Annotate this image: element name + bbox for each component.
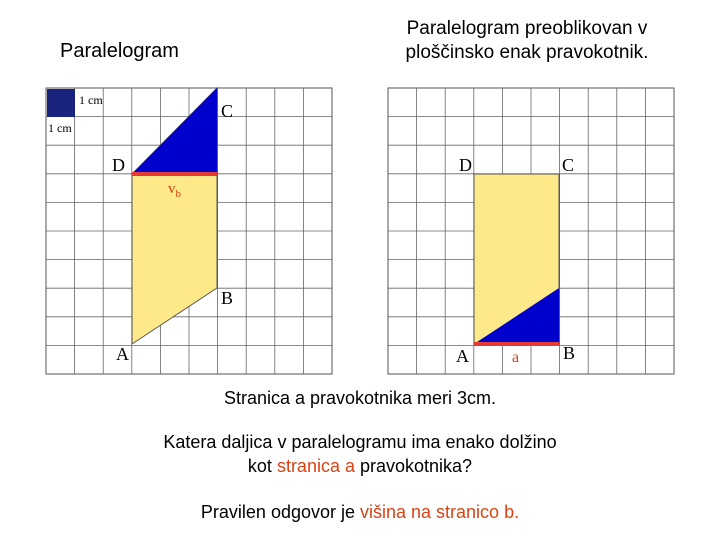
unit-label-horizontal: 1 cm xyxy=(79,93,103,107)
vertex-label-c-left: C xyxy=(221,101,234,121)
height-label-vb: $v_b$ xyxy=(168,181,181,200)
title-right-line1: Paralelogram preoblikovan v xyxy=(406,18,648,39)
vertex-label-a-right: A xyxy=(456,346,469,366)
title-right-line2: ploščinsko enak pravokotnik. xyxy=(405,42,649,63)
vertex-label-b-right: B xyxy=(563,343,576,363)
vertex-label-c-right: C xyxy=(562,155,575,175)
vertex-label-a-left: A xyxy=(116,344,129,364)
side-label-a: a xyxy=(512,349,520,366)
question-line2-highlight: stranica a xyxy=(276,456,355,476)
question xyxy=(110,430,610,478)
statement-side-a: Stranica a pravokotnika meri 3cm. xyxy=(223,388,497,408)
unit-square xyxy=(47,89,75,117)
vertex-label-d-right: D xyxy=(459,155,472,175)
title-paralelogram: Paralelogram xyxy=(60,40,179,62)
unit-label-vertical: 1 cm xyxy=(48,121,72,135)
answer-highlight: višina na stranico b. xyxy=(360,502,520,522)
answer xyxy=(110,502,610,523)
question-line2-prefix: kot xyxy=(247,456,277,476)
vertex-label-d-left: D xyxy=(112,155,125,175)
vertex-label-b-left: B xyxy=(221,288,234,308)
answer-prefix: Pravilen odgovor je xyxy=(200,502,360,522)
question-line1: Katera daljica v paralelogramu ima enako dolžino xyxy=(163,432,557,452)
question-line2-suffix: pravokotnika? xyxy=(354,456,473,476)
